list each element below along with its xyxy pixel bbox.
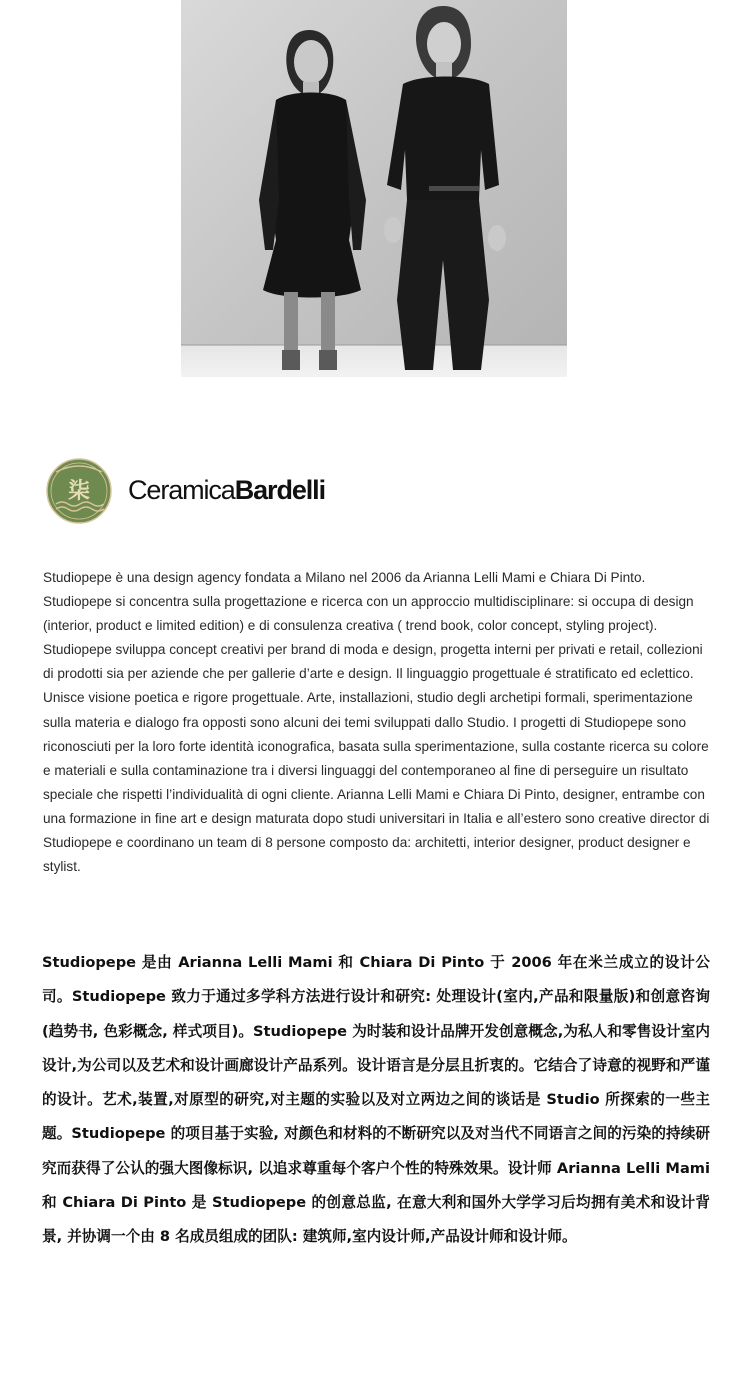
italian-description: Studiopepe è una design agency fondata a Milano nel 2006 da Arianna Lelli Mami e Chiara Di Pinto. Studiopepe si concentra sulla progettazione e ricerca con un approccio multidisciplinare: si occupa di design (interior, product e limited edition) e di consulenza creativa ( trend book, color concept, styling project). Studiopepe sviluppa concept creativi per brand di moda e design, progetta interni per privati e retail, collezioni di prodotti sia per aziende che per gallerie d’arte e design. Il linguaggio progettuale é stratificato ed eclettico. Unisce visione poetica e rigore progettuale. Arte, installazioni, studio degli archetipi formali, sperimentazione sulla materia e dialogo fra opposti sono alcuni dei temi sviluppati dallo Studio. I progetti di Studiopepe sono riconosciuti per la loro forte identità iconografica, basata sulla sperimentazione, sulla costante ricerca su colore e materiali e sulla contaminazione tra i diversi linguaggi del contemporaneo al fine di perseguire un risultato speciale che rispetti l’individualità di ogni cliente. Arianna Lelli Mami e Chiara Di Pinto, designer, entrambe con una formazione in fine art e design maturata dopo studi universitari in Italia e all’estero sono creative director di Studiopepe e coordinano un team di 8 persone composto da: architetti, interior designer, product designer e stylist. <box>43 570 710 875</box>
brand-name-light: Ceramica <box>128 475 235 505</box>
designers-photo <box>181 0 567 377</box>
brand-name-bold: Bardelli <box>234 475 325 505</box>
ceramica-bardelli-logo-icon <box>46 458 112 524</box>
brand-name <box>128 472 325 508</box>
chinese-description: Studiopepe 是由 Arianna Lelli Mami 和 Chiara Di Pinto 于 2006 年在米兰成立的设计公司。Studiopepe 致力于通过多学科方法进行设计和研究: 处理设计(室内,产品和限量版)和创意咨询(趋势书, 色彩概念, 样式项目)。Studiopepe 为时装和设计品牌开发创意概念,为私人和零售设计室内设计,为公司以及艺术和设计画廊设计产品系列。设计语言是分层且折衷的。它结合了诗意的视野和严谨的设计。艺术,装置,对原型的研究,对主题的实验以及对立两边之间的谈话是 Studio 所探索的一些主题。Studiopepe 的项目基于实验, 对颜色和材料的不断研究以及对当代不同语言之间的污染的持续研究而获得了公认的强大图像标识, 以追求尊重每个客户个性的特殊效果。设计师 Arianna Lelli Mami 和 Chiara Di Pinto 是 Studiopepe 的创意总监, 在意大利和国外大学学习后均拥有美术和设计背景, 并协调一个由 8 名成员组成的团队: 建筑师,室内设计师,产品设计师和设计师。 <box>42 954 710 1246</box>
logo-glyph: 柒 <box>67 479 91 504</box>
portrait-photo-icon <box>181 0 567 377</box>
brand-header <box>46 458 706 524</box>
